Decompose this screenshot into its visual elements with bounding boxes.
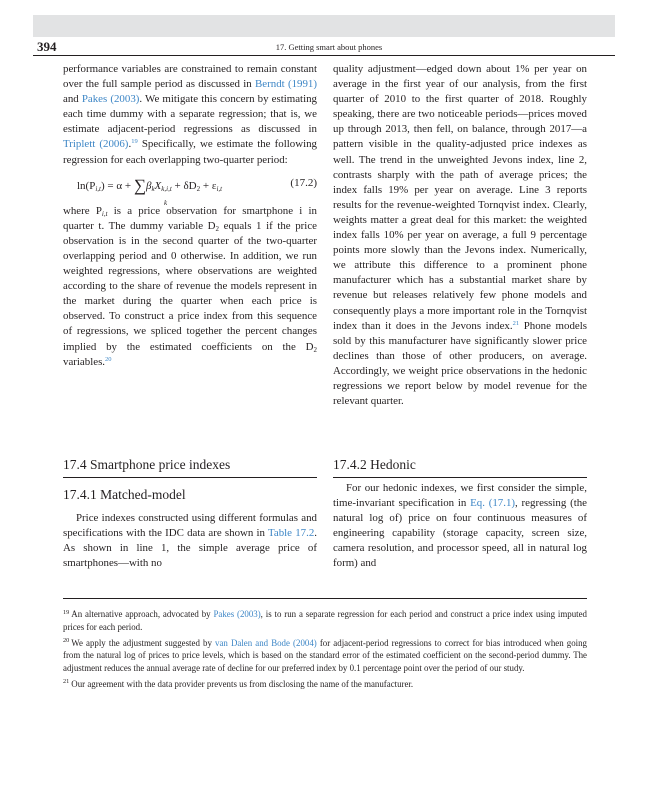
left-column bbox=[63, 62, 317, 370]
right-paragraph-1: quality adjustment—edged down about 1% per year on average in the first year of our analysis, from the first quarter of 2010 to the first quarter of 2018. Roughly speaking, there are two noticeable periods—prices moved up through 2013, then fell, on balance, through 2017—a pattern visible in the quality-adjusted price indexes as well. The trend in the unweighted Jevons index, line 2, contrasts sharply with the path of average prices; the index falls 19% per year on average. Line 3 reports results for the revenue-weighted Tornqvist index. Clearly, weights matter a great deal for this market: the weighted index falls 10% per year on average, a full 9 percentage points more slowly than the Jevons index. Numerically, we attribute this difference to a prominent phone manufacturer which has a substantial market share by revenue but releases relatively few phone models and consequently plays a more important role in the Tornqvist index than it does in the Jevons index.$^{21}$ Phone models sold by this manufacturer have significantly slower price declines than those of other producers, on average. Accordingly, we weight price observations in the hedonic regressions we report below by model revenue for the relevant quarter. bbox=[333, 63, 588, 408]
section-rule-right bbox=[333, 477, 587, 478]
citation-van-dalen-bode-2004[interactable]: van Dalen and Bode (2004) bbox=[215, 637, 317, 648]
footnote-rule bbox=[63, 598, 587, 599]
equation-17-2 bbox=[63, 170, 317, 207]
summation-index: k bbox=[164, 198, 168, 207]
footnotes bbox=[63, 608, 587, 694]
citation-pakes-2003[interactable]: Pakes (2003) bbox=[81, 93, 140, 106]
right-paragraph-2: For our hedonic indexes, we first consider the simple, time-invariant specification in Eq. (17.1), regressing (the natural log of) price on four continuous measures of engineering capability (storage capacity, screen size, camera resolution, and processor speed, all in natural log form) and bbox=[333, 482, 588, 570]
footnote-20: $^{20}$ We apply the adjustment suggested by van Dalen and Bode (2004) for adjacent-period regressions to correct for bias introduced when going from the natural log of prices to price levels, which is based on the standard error of the estimated coefficient on the second-period dummy. The adjustment reduces the annual average rate of decline for our preferred index by 0.1 percentage point over the period of our study. bbox=[63, 637, 587, 674]
right-column-lower bbox=[333, 481, 587, 572]
header-rule bbox=[33, 55, 615, 56]
left-paragraph-1: performance variables are constrained to remain constant over the full sample period as discussed in Berndt (1991) and Pakes (2003). We mitigate this concern by estimating each time dummy with a separate regression; that is, we estimate adjacent-period regressions as discussed in Triplett (2006).$^{19}$ Specifically, we estimate the following regression for each overlapping two-quarter period: bbox=[63, 63, 317, 166]
left-paragraph-2: where $P_{i,t}$ is a price observation for smartphone i in quarter t. The dummy variable $D_2$ equals 1 if the price observation is in the second quarter of the two-quarter overlapping period and 0 otherwise. In addition, we run weighted regressions, where observations are weighted according to the share of revenue the models represent in the market during the quarter when each price is observed. To construct a price index from this sequence of regressions, we spliced together the percent changes implied by the estimated coefficients on the $D_2$ variables.$^{20}$ bbox=[63, 204, 317, 368]
summation-symbol: ∑ bbox=[133, 175, 146, 195]
equation-number: (17.2) bbox=[290, 176, 317, 189]
table-17-2-link[interactable]: Table 17.2 bbox=[267, 527, 315, 540]
running-head: 17. Getting smart about phones bbox=[275, 42, 383, 52]
left-paragraph-3: Price indexes constructed using different formulas and specifications with the IDC data are shown in Table 17.2. As shown in line 1, the simple average price of smartphones—with no bbox=[63, 512, 317, 570]
citation-berndt-1991[interactable]: Berndt (1991) bbox=[255, 78, 317, 91]
section-rule-left bbox=[63, 477, 317, 478]
section-heading-17-4-1: 17.4.1 Matched-model bbox=[63, 487, 186, 502]
footnote-ref-19[interactable]: 19 bbox=[131, 138, 138, 146]
left-column-lower bbox=[63, 511, 317, 571]
footnote-ref-21[interactable]: 21 bbox=[512, 319, 520, 327]
equation-17-1-link[interactable]: Eq. (17.1) bbox=[470, 497, 516, 510]
page-number: 394 bbox=[37, 39, 57, 54]
footnote-19: $^{19}$ An alternative approach, advocated by Pakes (2003), is to run a separate regression for each period and construct a price index using imputed prices for each period. bbox=[63, 608, 587, 632]
footnote-21: $^{21}$ Our agreement with the data provider prevents us from disclosing the name of the manufacturer. bbox=[63, 678, 414, 689]
section-heading-17-4: 17.4 Smartphone price indexes bbox=[63, 457, 231, 472]
header-bar bbox=[33, 15, 615, 37]
equation-body: $\ln(P_{i,t}) = \alpha + \sum\beta_kX_{k,i,t} + \delta D_2 + \varepsilon_{i,t}$ bbox=[77, 175, 223, 195]
citation-pakes-2003-footnote[interactable]: Pakes (2003) bbox=[213, 609, 261, 619]
citation-triplett-2006[interactable]: Triplett (2006) bbox=[63, 138, 129, 151]
section-heading-17-4-2: 17.4.2 Hedonic bbox=[333, 457, 416, 472]
footnote-ref-20[interactable]: 20 bbox=[105, 355, 112, 363]
right-column bbox=[333, 62, 587, 409]
